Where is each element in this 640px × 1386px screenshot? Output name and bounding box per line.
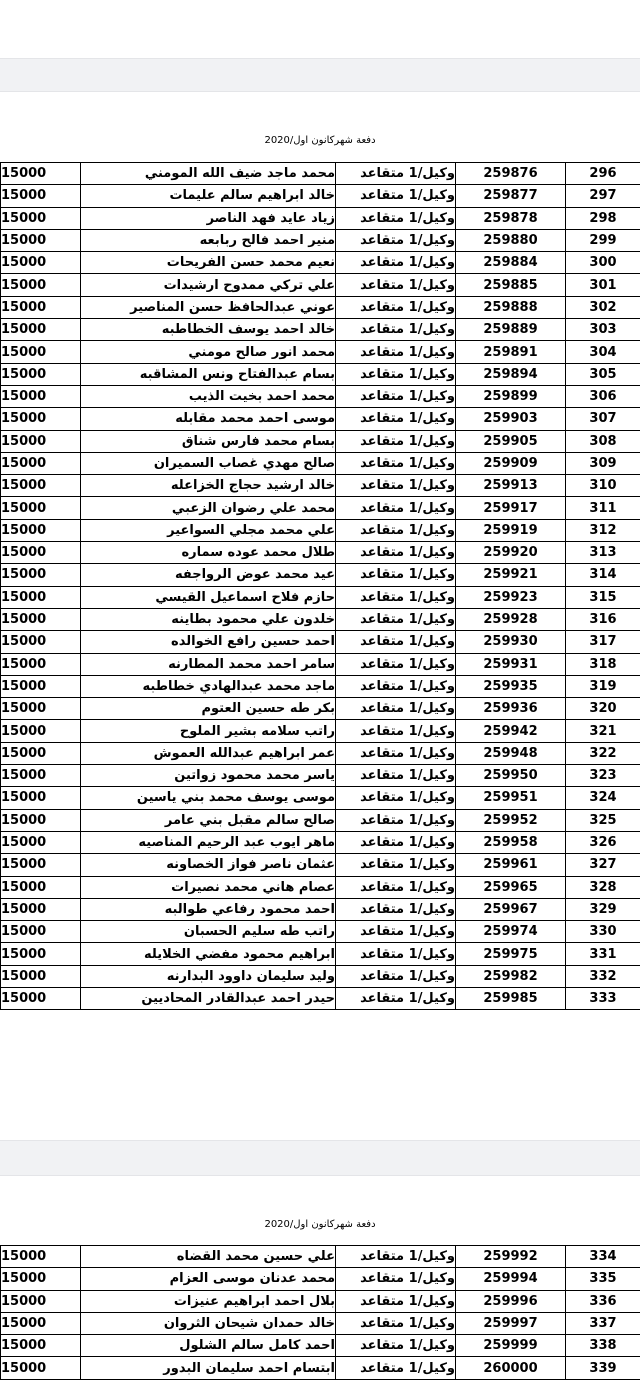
seq-cell: 331 [566, 943, 640, 965]
name-cell: علي محمد مجلي السواعير [81, 519, 336, 541]
table-row [1, 363, 640, 385]
table-row [1, 163, 640, 185]
name-cell: محمد احمد بخيت الذيب [81, 385, 336, 407]
amount-cell: 15000 [1, 1290, 81, 1312]
amount-cell: 15000 [1, 185, 81, 207]
table-row [1, 965, 640, 987]
table-row [1, 430, 640, 452]
amount-cell: 15000 [1, 542, 81, 564]
amount-cell: 15000 [1, 742, 81, 764]
seq-cell: 320 [566, 698, 640, 720]
amount-cell: 15000 [1, 586, 81, 608]
seq-cell: 332 [566, 965, 640, 987]
rank-cell: وكيل/1 متقاعد [336, 1290, 456, 1312]
name-cell: خلدون علي محمود بطاينه [81, 608, 336, 630]
rank-cell: وكيل/1 متقاعد [336, 252, 456, 274]
id-cell: 259920 [456, 542, 566, 564]
table-row [1, 564, 640, 586]
name-cell: ابراهيم محمود مفضي الخلايله [81, 943, 336, 965]
table-row [1, 809, 640, 831]
rank-cell: وكيل/1 متقاعد [336, 296, 456, 318]
name-cell: بسام محمد فارس شناق [81, 430, 336, 452]
rank-cell: وكيل/1 متقاعد [336, 452, 456, 474]
id-cell: 259952 [456, 809, 566, 831]
seq-cell: 309 [566, 452, 640, 474]
id-cell: 259942 [456, 720, 566, 742]
id-cell: 259899 [456, 385, 566, 407]
amount-cell: 15000 [1, 475, 81, 497]
table-row [1, 854, 640, 876]
name-cell: خالد حمدان شيحان الثروان [81, 1312, 336, 1334]
rank-cell: وكيل/1 متقاعد [336, 363, 456, 385]
id-cell: 259951 [456, 787, 566, 809]
id-cell: 259885 [456, 274, 566, 296]
table-row [1, 876, 640, 898]
id-cell: 259903 [456, 408, 566, 430]
seq-cell: 322 [566, 742, 640, 764]
table-row [1, 987, 640, 1009]
rank-cell: وكيل/1 متقاعد [336, 341, 456, 363]
name-cell: زياد عايد فهد الناصر [81, 207, 336, 229]
amount-cell: 15000 [1, 296, 81, 318]
id-cell: 259985 [456, 987, 566, 1009]
name-cell: محمد انور صالح مومني [81, 341, 336, 363]
seq-cell: 336 [566, 1290, 640, 1312]
rank-cell: وكيل/1 متقاعد [336, 898, 456, 920]
seq-cell: 311 [566, 497, 640, 519]
id-cell: 259974 [456, 921, 566, 943]
rank-cell: وكيل/1 متقاعد [336, 787, 456, 809]
name-cell: عثمان ناصر فواز الخصاونه [81, 854, 336, 876]
amount-cell: 15000 [1, 898, 81, 920]
table-row [1, 252, 640, 274]
amount-cell: 15000 [1, 1268, 81, 1290]
id-cell: 259923 [456, 586, 566, 608]
seq-cell: 313 [566, 542, 640, 564]
rank-cell: وكيل/1 متقاعد [336, 765, 456, 787]
table-row [1, 898, 640, 920]
name-cell: صالح مهدي غصاب السميران [81, 452, 336, 474]
amount-cell: 15000 [1, 408, 81, 430]
page-title: دفعة شهركانون اول/2020 [264, 1219, 376, 1230]
table-row [1, 787, 640, 809]
name-cell: نعيم محمد حسن الفريحات [81, 252, 336, 274]
rank-cell: وكيل/1 متقاعد [336, 542, 456, 564]
amount-cell: 15000 [1, 675, 81, 697]
table-row [1, 408, 640, 430]
seq-cell: 310 [566, 475, 640, 497]
rank-cell: وكيل/1 متقاعد [336, 1312, 456, 1334]
amount-cell: 15000 [1, 831, 81, 853]
id-cell: 259919 [456, 519, 566, 541]
seq-cell: 329 [566, 898, 640, 920]
seq-cell: 335 [566, 1268, 640, 1290]
id-cell: 259967 [456, 898, 566, 920]
amount-cell: 15000 [1, 319, 81, 341]
id-cell: 259880 [456, 229, 566, 251]
rank-cell: وكيل/1 متقاعد [336, 385, 456, 407]
amount-cell: 15000 [1, 252, 81, 274]
name-cell: ابتسام احمد سليمان البدور [81, 1357, 336, 1379]
table-row [1, 229, 640, 251]
id-cell: 259935 [456, 675, 566, 697]
amount-cell: 15000 [1, 765, 81, 787]
id-cell: 260000 [456, 1357, 566, 1379]
id-cell: 259994 [456, 1268, 566, 1290]
id-cell: 259999 [456, 1335, 566, 1357]
id-cell: 259931 [456, 653, 566, 675]
amount-cell: 15000 [1, 787, 81, 809]
table-row [1, 698, 640, 720]
name-cell: محمد ماجد ضيف الله المومني [81, 163, 336, 185]
name-cell: محمد علي رضوان الزعبي [81, 497, 336, 519]
rank-cell: وكيل/1 متقاعد [336, 1268, 456, 1290]
seq-cell: 318 [566, 653, 640, 675]
seq-cell: 337 [566, 1312, 640, 1334]
seq-cell: 312 [566, 519, 640, 541]
table-row [1, 185, 640, 207]
id-cell: 259936 [456, 698, 566, 720]
id-cell: 259950 [456, 765, 566, 787]
seq-cell: 315 [566, 586, 640, 608]
name-cell: بلال احمد ابراهيم عنيزات [81, 1290, 336, 1312]
id-cell: 259913 [456, 475, 566, 497]
name-cell: محمد عدنان موسى العزام [81, 1268, 336, 1290]
amount-cell: 15000 [1, 1246, 81, 1268]
rank-cell: وكيل/1 متقاعد [336, 742, 456, 764]
name-cell: خالد ارشيد حجاج الخزاعله [81, 475, 336, 497]
table-row [1, 1335, 640, 1357]
seq-cell: 308 [566, 430, 640, 452]
rank-cell: وكيل/1 متقاعد [336, 965, 456, 987]
amount-cell: 15000 [1, 809, 81, 831]
rank-cell: وكيل/1 متقاعد [336, 698, 456, 720]
amount-cell: 15000 [1, 163, 81, 185]
seq-cell: 298 [566, 207, 640, 229]
name-cell: علي تركي ممدوح ارشيدات [81, 274, 336, 296]
rank-cell: وكيل/1 متقاعد [336, 229, 456, 251]
amount-cell: 15000 [1, 207, 81, 229]
amount-cell: 15000 [1, 921, 81, 943]
rank-cell: وكيل/1 متقاعد [336, 163, 456, 185]
table-row [1, 608, 640, 630]
table-row [1, 341, 640, 363]
rank-cell: وكيل/1 متقاعد [336, 921, 456, 943]
page-gap-middle [0, 1140, 640, 1176]
seq-cell: 328 [566, 876, 640, 898]
name-cell: حازم فلاح اسماعيل القيسي [81, 586, 336, 608]
table-row [1, 1246, 640, 1268]
table-row [1, 274, 640, 296]
amount-cell: 15000 [1, 631, 81, 653]
seq-cell: 319 [566, 675, 640, 697]
id-cell: 259965 [456, 876, 566, 898]
amount-cell: 15000 [1, 341, 81, 363]
rank-cell: وكيل/1 متقاعد [336, 564, 456, 586]
name-cell: راتب طه سليم الحسبان [81, 921, 336, 943]
name-cell: احمد حسين رافع الخوالده [81, 631, 336, 653]
rank-cell: وكيل/1 متقاعد [336, 987, 456, 1009]
rank-cell: وكيل/1 متقاعد [336, 653, 456, 675]
rank-cell: وكيل/1 متقاعد [336, 675, 456, 697]
table-row [1, 1290, 640, 1312]
seq-cell: 326 [566, 831, 640, 853]
amount-cell: 15000 [1, 274, 81, 296]
table-row [1, 831, 640, 853]
rank-cell: وكيل/1 متقاعد [336, 274, 456, 296]
payment-table [0, 1245, 640, 1380]
table-row [1, 586, 640, 608]
table-row [1, 765, 640, 787]
seq-cell: 314 [566, 564, 640, 586]
amount-cell: 15000 [1, 653, 81, 675]
amount-cell: 15000 [1, 1335, 81, 1357]
seq-cell: 327 [566, 854, 640, 876]
seq-cell: 325 [566, 809, 640, 831]
name-cell: عمر ابراهيم عبدالله العموش [81, 742, 336, 764]
id-cell: 259888 [456, 296, 566, 318]
seq-cell: 302 [566, 296, 640, 318]
amount-cell: 15000 [1, 987, 81, 1009]
id-cell: 259894 [456, 363, 566, 385]
id-cell: 259877 [456, 185, 566, 207]
rank-cell: وكيل/1 متقاعد [336, 876, 456, 898]
amount-cell: 15000 [1, 229, 81, 251]
seq-cell: 317 [566, 631, 640, 653]
seq-cell: 296 [566, 163, 640, 185]
seq-cell: 330 [566, 921, 640, 943]
rank-cell: وكيل/1 متقاعد [336, 1335, 456, 1357]
name-cell: بسام عبدالفتاح ونس المشاقبه [81, 363, 336, 385]
amount-cell: 15000 [1, 854, 81, 876]
name-cell: ماجد محمد عبدالهادي خطاطبه [81, 675, 336, 697]
rank-cell: وكيل/1 متقاعد [336, 586, 456, 608]
id-cell: 259992 [456, 1246, 566, 1268]
rank-cell: وكيل/1 متقاعد [336, 831, 456, 853]
name-cell: بكر طه حسين العتوم [81, 698, 336, 720]
name-cell: طلال محمد عوده سماره [81, 542, 336, 564]
name-cell: عصام هاني محمد نصيرات [81, 876, 336, 898]
table-row [1, 497, 640, 519]
id-cell: 259930 [456, 631, 566, 653]
amount-cell: 15000 [1, 519, 81, 541]
amount-cell: 15000 [1, 965, 81, 987]
table-row [1, 475, 640, 497]
amount-cell: 15000 [1, 430, 81, 452]
id-cell: 259917 [456, 497, 566, 519]
seq-cell: 303 [566, 319, 640, 341]
table-row [1, 653, 640, 675]
table-row [1, 675, 640, 697]
id-cell: 259876 [456, 163, 566, 185]
page-title: دفعة شهركانون اول/2020 [264, 135, 376, 146]
id-cell: 259909 [456, 452, 566, 474]
table-row [1, 921, 640, 943]
amount-cell: 15000 [1, 876, 81, 898]
seq-cell: 307 [566, 408, 640, 430]
amount-cell: 15000 [1, 385, 81, 407]
rank-cell: وكيل/1 متقاعد [336, 475, 456, 497]
id-cell: 259996 [456, 1290, 566, 1312]
table-row [1, 1268, 640, 1290]
id-cell: 259889 [456, 319, 566, 341]
amount-cell: 15000 [1, 720, 81, 742]
name-cell: منير احمد فالح ربابعه [81, 229, 336, 251]
rank-cell: وكيل/1 متقاعد [336, 1246, 456, 1268]
name-cell: عوني عبدالحافظ حسن المناصير [81, 296, 336, 318]
amount-cell: 15000 [1, 943, 81, 965]
name-cell: ماهر ايوب عبد الرحيم المناصيه [81, 831, 336, 853]
id-cell: 259975 [456, 943, 566, 965]
name-cell: موسى احمد محمد مقابله [81, 408, 336, 430]
rank-cell: وكيل/1 متقاعد [336, 809, 456, 831]
table-row [1, 519, 640, 541]
id-cell: 259891 [456, 341, 566, 363]
seq-cell: 297 [566, 185, 640, 207]
table-row [1, 631, 640, 653]
rank-cell: وكيل/1 متقاعد [336, 185, 456, 207]
seq-cell: 323 [566, 765, 640, 787]
rank-cell: وكيل/1 متقاعد [336, 519, 456, 541]
rank-cell: وكيل/1 متقاعد [336, 1357, 456, 1379]
rank-cell: وكيل/1 متقاعد [336, 319, 456, 341]
seq-cell: 306 [566, 385, 640, 407]
table-row [1, 452, 640, 474]
id-cell: 259948 [456, 742, 566, 764]
id-cell: 259921 [456, 564, 566, 586]
seq-cell: 300 [566, 252, 640, 274]
rank-cell: وكيل/1 متقاعد [336, 608, 456, 630]
amount-cell: 15000 [1, 497, 81, 519]
seq-cell: 305 [566, 363, 640, 385]
table-row [1, 296, 640, 318]
rank-cell: وكيل/1 متقاعد [336, 408, 456, 430]
seq-cell: 321 [566, 720, 640, 742]
name-cell: احمد كامل سالم الشلول [81, 1335, 336, 1357]
amount-cell: 15000 [1, 698, 81, 720]
table-row [1, 207, 640, 229]
name-cell: احمد محمود رفاعي طوالبه [81, 898, 336, 920]
seq-cell: 333 [566, 987, 640, 1009]
name-cell: حيدر احمد عبدالقادر المحاديين [81, 987, 336, 1009]
amount-cell: 15000 [1, 452, 81, 474]
rank-cell: وكيل/1 متقاعد [336, 943, 456, 965]
table-row [1, 385, 640, 407]
name-cell: موسى يوسف محمد بني ياسين [81, 787, 336, 809]
id-cell: 259878 [456, 207, 566, 229]
table-row [1, 943, 640, 965]
amount-cell: 15000 [1, 1312, 81, 1334]
rank-cell: وكيل/1 متقاعد [336, 854, 456, 876]
id-cell: 259884 [456, 252, 566, 274]
table-row [1, 742, 640, 764]
amount-cell: 15000 [1, 1357, 81, 1379]
name-cell: صالح سالم مقبل بني عامر [81, 809, 336, 831]
id-cell: 259928 [456, 608, 566, 630]
rank-cell: وكيل/1 متقاعد [336, 720, 456, 742]
table-row [1, 1312, 640, 1334]
name-cell: علي حسين محمد القضاه [81, 1246, 336, 1268]
seq-cell: 299 [566, 229, 640, 251]
name-cell: عيد محمد عوض الرواجفه [81, 564, 336, 586]
rank-cell: وكيل/1 متقاعد [336, 430, 456, 452]
seq-cell: 316 [566, 608, 640, 630]
name-cell: خالد ابراهيم سالم عليمات [81, 185, 336, 207]
table-row [1, 720, 640, 742]
table-row [1, 1357, 640, 1379]
name-cell: وليد سليمان داوود البدارنه [81, 965, 336, 987]
id-cell: 259997 [456, 1312, 566, 1334]
id-cell: 259905 [456, 430, 566, 452]
amount-cell: 15000 [1, 608, 81, 630]
seq-cell: 338 [566, 1335, 640, 1357]
seq-cell: 324 [566, 787, 640, 809]
seq-cell: 339 [566, 1357, 640, 1379]
rank-cell: وكيل/1 متقاعد [336, 631, 456, 653]
id-cell: 259958 [456, 831, 566, 853]
seq-cell: 301 [566, 274, 640, 296]
seq-cell: 334 [566, 1246, 640, 1268]
page-gap-top [0, 58, 640, 92]
name-cell: ياسر محمد محمود زواتين [81, 765, 336, 787]
amount-cell: 15000 [1, 564, 81, 586]
id-cell: 259961 [456, 854, 566, 876]
amount-cell: 15000 [1, 363, 81, 385]
id-cell: 259982 [456, 965, 566, 987]
name-cell: سامر احمد محمد المطارنه [81, 653, 336, 675]
table-row [1, 319, 640, 341]
payment-table [0, 162, 640, 1010]
rank-cell: وكيل/1 متقاعد [336, 497, 456, 519]
name-cell: راتب سلامه بشير الملوح [81, 720, 336, 742]
rank-cell: وكيل/1 متقاعد [336, 207, 456, 229]
seq-cell: 304 [566, 341, 640, 363]
table-row [1, 542, 640, 564]
name-cell: خالد احمد يوسف الخطاطبه [81, 319, 336, 341]
